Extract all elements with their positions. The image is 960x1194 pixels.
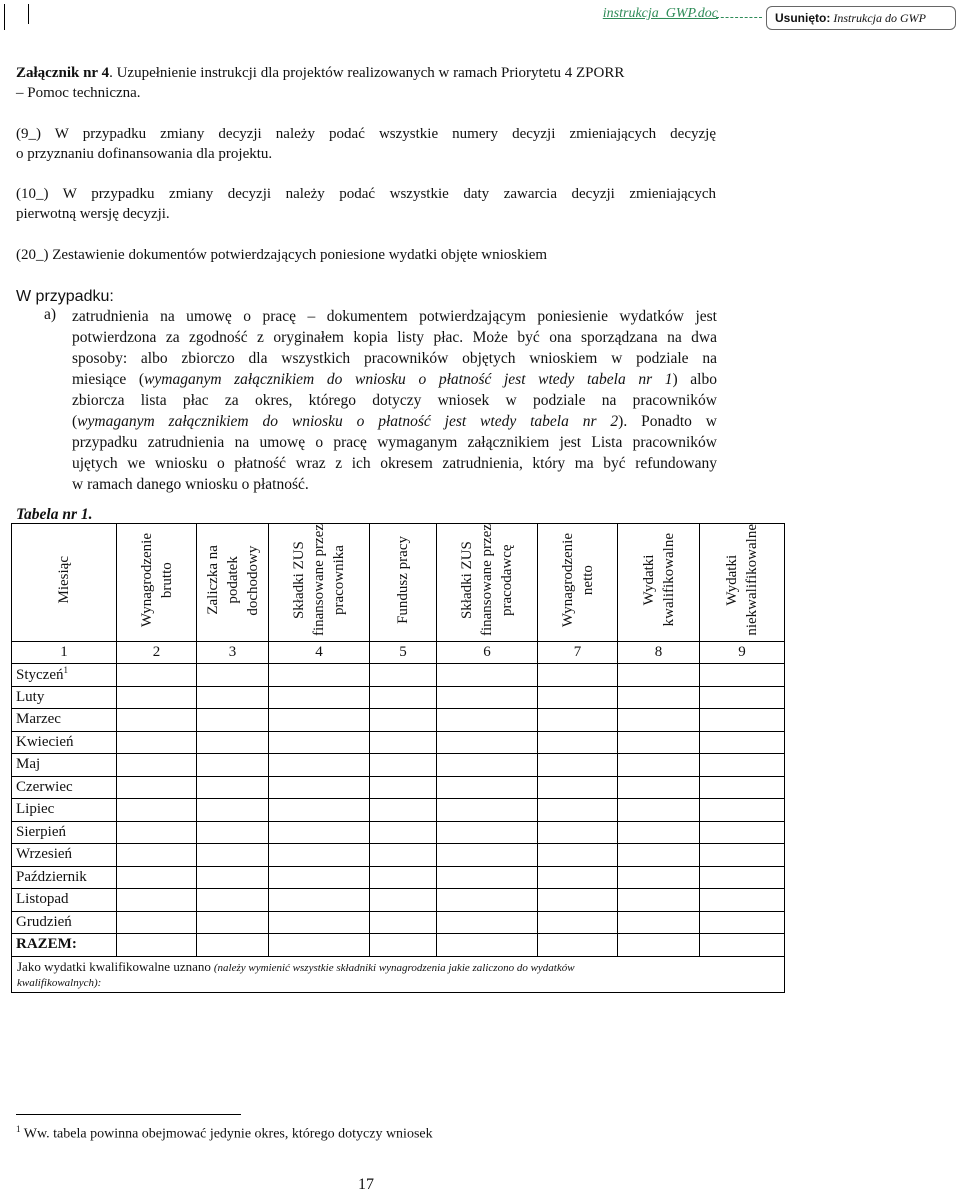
header-text: niekwalifikowalne bbox=[744, 524, 760, 636]
table-cell[interactable] bbox=[197, 866, 269, 889]
header-cell bbox=[370, 524, 437, 642]
table-cell[interactable] bbox=[269, 776, 370, 799]
month-label bbox=[12, 889, 117, 912]
table-cell[interactable] bbox=[437, 911, 538, 934]
header-text: brutto bbox=[158, 561, 175, 598]
header-text: Zaliczka na podatek bbox=[204, 545, 241, 615]
item-a-line: przypadku zatrudnienia na umowę o pracę wymaganym załącznikiem jest Lista pracowników bbox=[72, 434, 717, 451]
table-cell[interactable] bbox=[437, 799, 538, 822]
table-row bbox=[12, 709, 785, 732]
table-cell[interactable] bbox=[618, 664, 700, 687]
header-cell bbox=[437, 524, 538, 642]
table-cell[interactable] bbox=[618, 709, 700, 732]
table-cell[interactable] bbox=[437, 664, 538, 687]
page-number: 17 bbox=[358, 1176, 374, 1193]
item-a-line bbox=[72, 411, 717, 432]
table-cell[interactable] bbox=[117, 889, 197, 912]
header-text: netto bbox=[579, 564, 596, 595]
column-number: 6 bbox=[437, 641, 538, 664]
table-cell[interactable] bbox=[618, 889, 700, 912]
annex-heading bbox=[16, 63, 716, 103]
table-row bbox=[12, 844, 785, 867]
item-a-line: w ramach danego wniosku o płatność. bbox=[72, 476, 309, 493]
header-text: Składki ZUS bbox=[459, 540, 475, 619]
table-cell[interactable] bbox=[197, 709, 269, 732]
footnote-separator bbox=[16, 1114, 241, 1115]
table-cell[interactable] bbox=[117, 799, 197, 822]
deletion-balloon[interactable] bbox=[766, 6, 956, 30]
column-number: 1 bbox=[12, 641, 117, 664]
item-a-line: zbiorcza lista płac za okres, którego dotyczy wniosek w podziale na pracowników bbox=[72, 392, 717, 409]
table-cell[interactable] bbox=[538, 776, 618, 799]
month-label bbox=[12, 776, 117, 799]
footnote-mark: 1 bbox=[16, 1124, 21, 1134]
table-cell[interactable] bbox=[437, 934, 538, 957]
footnote-ref[interactable]: 1 bbox=[63, 665, 68, 676]
item-a-line: zatrudnienia na umowę o pracę – dokumentem potwierdzającym poniesienie wydatków jest bbox=[72, 308, 717, 325]
footer-italic: kwalifikowalnych): bbox=[17, 976, 102, 989]
annex-subtitle: – Pomoc techniczna. bbox=[16, 85, 141, 101]
footnote-text: Ww. tabela powinna obejmować jedynie okres, którego dotyczy wniosek bbox=[23, 1126, 433, 1142]
month-label bbox=[12, 754, 117, 777]
table-cell[interactable] bbox=[370, 799, 437, 822]
table-cell[interactable] bbox=[117, 866, 197, 889]
table-cell[interactable] bbox=[370, 776, 437, 799]
item-a-marker: a) bbox=[44, 306, 57, 323]
month-label bbox=[12, 664, 117, 687]
table-cell[interactable] bbox=[538, 754, 618, 777]
table-cell[interactable] bbox=[437, 776, 538, 799]
note-10 bbox=[16, 184, 716, 224]
table-footer-cell[interactable] bbox=[12, 956, 785, 992]
table-cell[interactable] bbox=[117, 686, 197, 709]
table-row bbox=[12, 911, 785, 934]
table-cell[interactable] bbox=[437, 889, 538, 912]
footer-text: Jako wydatki kwalifikowalne uznano bbox=[17, 958, 211, 974]
month-label bbox=[12, 686, 117, 709]
table-cell[interactable] bbox=[437, 844, 538, 867]
table-cell[interactable] bbox=[700, 799, 785, 822]
header-cell bbox=[538, 524, 618, 642]
table-cell[interactable] bbox=[700, 754, 785, 777]
table-cell[interactable] bbox=[117, 776, 197, 799]
table-cell[interactable] bbox=[370, 866, 437, 889]
table-row bbox=[12, 889, 785, 912]
note-20-heading-text: (20_) Zestawienie dokumentów potwierdzających poniesione wydatki objęte wnioskiem bbox=[16, 247, 548, 263]
table-cell[interactable] bbox=[117, 821, 197, 844]
table-cell[interactable] bbox=[437, 731, 538, 754]
table-cell[interactable] bbox=[538, 709, 618, 732]
table-cell[interactable] bbox=[437, 686, 538, 709]
margin-bar-short bbox=[28, 4, 29, 24]
total-row bbox=[12, 934, 785, 957]
table-cell[interactable] bbox=[618, 866, 700, 889]
table-cell[interactable] bbox=[197, 821, 269, 844]
table-cell[interactable] bbox=[618, 731, 700, 754]
table-cell[interactable] bbox=[538, 821, 618, 844]
table-cell[interactable] bbox=[197, 776, 269, 799]
table-cell[interactable] bbox=[618, 911, 700, 934]
month-label bbox=[12, 866, 117, 889]
text-run: ( bbox=[72, 413, 78, 430]
table-cell[interactable] bbox=[370, 934, 437, 957]
table-cell[interactable] bbox=[117, 731, 197, 754]
table-cell[interactable] bbox=[700, 686, 785, 709]
header-text: kwalifikowalne bbox=[660, 533, 677, 627]
table-cell[interactable] bbox=[197, 934, 269, 957]
table-cell[interactable] bbox=[269, 866, 370, 889]
table-cell[interactable] bbox=[117, 844, 197, 867]
table-cell[interactable] bbox=[700, 664, 785, 687]
column-number: 5 bbox=[370, 641, 437, 664]
table-cell[interactable] bbox=[370, 664, 437, 687]
table-cell[interactable] bbox=[437, 821, 538, 844]
table-cell[interactable] bbox=[117, 664, 197, 687]
table-row bbox=[12, 664, 785, 687]
table-row bbox=[12, 731, 785, 754]
month-text: Luty bbox=[16, 688, 45, 705]
table-cell[interactable] bbox=[197, 731, 269, 754]
payroll-table bbox=[11, 523, 785, 993]
note-9 bbox=[16, 124, 716, 164]
month-label bbox=[12, 821, 117, 844]
column-number: 2 bbox=[117, 641, 197, 664]
footer-italic: (należy wymienić wszystkie składniki wynagrodzenia jakie zaliczono do wydatków bbox=[213, 961, 575, 974]
header-text: finansowane przez bbox=[479, 523, 495, 636]
table-cell[interactable] bbox=[269, 889, 370, 912]
table-cell[interactable] bbox=[370, 844, 437, 867]
header-cell bbox=[618, 524, 700, 642]
table-cell[interactable] bbox=[437, 754, 538, 777]
table-row bbox=[12, 866, 785, 889]
month-label bbox=[12, 731, 117, 754]
table-cell[interactable] bbox=[269, 686, 370, 709]
month-text: Styczeń bbox=[16, 667, 64, 684]
annex-title: . Uzupełnienie instrukcji dla projektów realizowanych w ramach Priorytetu 4 ZPORR bbox=[109, 65, 625, 81]
note-20-heading bbox=[16, 245, 716, 265]
table-cell[interactable] bbox=[538, 911, 618, 934]
table-cell[interactable] bbox=[269, 664, 370, 687]
month-text: Wrzesień bbox=[16, 846, 73, 863]
month-label bbox=[12, 844, 117, 867]
month-label bbox=[12, 799, 117, 822]
margin-bar bbox=[4, 4, 5, 30]
header-text: Miesiąc bbox=[56, 556, 72, 604]
header-cell bbox=[269, 524, 370, 642]
table-cell[interactable] bbox=[370, 911, 437, 934]
header-cell bbox=[700, 524, 785, 642]
month-text: Październik bbox=[16, 868, 87, 885]
header-text: Wynagrodzenie bbox=[559, 532, 576, 627]
table-cell[interactable] bbox=[197, 799, 269, 822]
month-label bbox=[12, 911, 117, 934]
table-cell[interactable] bbox=[538, 889, 618, 912]
table-cell[interactable] bbox=[117, 709, 197, 732]
table-cell[interactable] bbox=[370, 754, 437, 777]
table-cell[interactable] bbox=[269, 799, 370, 822]
table-cell[interactable] bbox=[437, 866, 538, 889]
table-cell[interactable] bbox=[700, 821, 785, 844]
table-row bbox=[12, 821, 785, 844]
table-footer-row bbox=[12, 956, 785, 992]
total-label: RAZEM: bbox=[12, 934, 117, 957]
month-rows bbox=[12, 664, 785, 934]
table-cell[interactable] bbox=[700, 911, 785, 934]
table-cell[interactable] bbox=[370, 709, 437, 732]
table-cell[interactable] bbox=[700, 889, 785, 912]
header-cell bbox=[12, 524, 117, 642]
table-cell[interactable] bbox=[618, 844, 700, 867]
header-text: Składki ZUS bbox=[291, 540, 307, 619]
table-cell[interactable] bbox=[538, 686, 618, 709]
table-cell[interactable] bbox=[197, 889, 269, 912]
header-text: Wynagrodzenie bbox=[138, 532, 155, 627]
table-cell[interactable] bbox=[197, 686, 269, 709]
table-cell[interactable] bbox=[538, 664, 618, 687]
comment-connector bbox=[716, 17, 762, 18]
table-cell[interactable] bbox=[700, 709, 785, 732]
item-a-line: sposoby: albo zbiorczo dla wszystkich pracowników objętych wnioskiem w podziale na bbox=[72, 350, 717, 367]
note-10-line-1: (10_) W przypadku zmiany decyzji należy podać wszystkie daty zawarcia decyzji zmieniających bbox=[16, 186, 716, 202]
table-cell[interactable] bbox=[700, 731, 785, 754]
table-cell[interactable] bbox=[618, 821, 700, 844]
note-9-line-2: o przyznaniu dofinansowania dla projektu. bbox=[16, 146, 273, 162]
table-cell[interactable] bbox=[538, 844, 618, 867]
tracked-file-link[interactable]: instrukcja_GWP.doc bbox=[602, 6, 718, 21]
month-text: Maj bbox=[16, 756, 41, 773]
note-9-line-1: (9_) W przypadku zmiany decyzji należy podać wszystkie numery decyzji zmieniających decyzję bbox=[16, 126, 716, 142]
table-cell[interactable] bbox=[197, 911, 269, 934]
table-cell[interactable] bbox=[269, 754, 370, 777]
month-text: Czerwiec bbox=[16, 778, 73, 795]
table-cell[interactable] bbox=[197, 844, 269, 867]
header-text: Wydatki bbox=[724, 554, 740, 606]
table-cell[interactable] bbox=[370, 731, 437, 754]
month-text: Kwiecień bbox=[16, 733, 74, 750]
footnote bbox=[16, 1124, 433, 1143]
column-number: 9 bbox=[700, 641, 785, 664]
month-text: Listopad bbox=[16, 891, 69, 908]
month-label bbox=[12, 709, 117, 732]
table-row bbox=[12, 776, 785, 799]
table-cell[interactable] bbox=[538, 866, 618, 889]
table-cell[interactable] bbox=[700, 844, 785, 867]
item-a-line: ujętych we wniosku o płatność wraz z ich okresem zatrudnienia, który ma być refundowany bbox=[72, 455, 717, 472]
table-cell[interactable] bbox=[117, 754, 197, 777]
deleted-label: Usunięto: bbox=[775, 11, 831, 25]
table-cell[interactable] bbox=[700, 934, 785, 957]
table-cell[interactable] bbox=[538, 731, 618, 754]
table-cell[interactable] bbox=[117, 934, 197, 957]
table-cell[interactable] bbox=[700, 776, 785, 799]
table-header-row bbox=[12, 524, 785, 642]
italic-run: wymaganym załącznikiem do wniosku o płatność jest wtedy tabela nr 2 bbox=[77, 413, 619, 430]
text-run: ) albo bbox=[672, 371, 717, 388]
table-cell[interactable] bbox=[700, 866, 785, 889]
table-cell[interactable] bbox=[269, 911, 370, 934]
month-text: Grudzień bbox=[16, 913, 72, 930]
column-number: 3 bbox=[197, 641, 269, 664]
header-text: Wydatki bbox=[640, 554, 657, 606]
header-text: pracodawcę bbox=[499, 544, 515, 616]
header-text: Fundusz pracy bbox=[395, 535, 411, 624]
column-number: 7 bbox=[538, 641, 618, 664]
table-cell[interactable] bbox=[618, 776, 700, 799]
table-cell[interactable] bbox=[197, 754, 269, 777]
table-cell[interactable] bbox=[269, 821, 370, 844]
table-row bbox=[12, 799, 785, 822]
header-text: pracownika bbox=[331, 544, 347, 615]
month-text: Marzec bbox=[16, 711, 61, 728]
table-cell[interactable] bbox=[538, 934, 618, 957]
table-cell[interactable] bbox=[269, 731, 370, 754]
column-number-row bbox=[12, 641, 785, 664]
note-10-line-2: pierwotną wersję decyzji. bbox=[16, 206, 170, 222]
table-cell[interactable] bbox=[618, 754, 700, 777]
text-run: ). Ponadto w bbox=[618, 413, 717, 430]
item-a-line: potwierdzona za zgodność z oryginałem kopia listy płac. Może być ona sporządzana na dwa bbox=[72, 329, 717, 346]
table-cell[interactable] bbox=[618, 686, 700, 709]
text-run: miesiące ( bbox=[72, 371, 145, 388]
table-row bbox=[12, 754, 785, 777]
table-cell[interactable] bbox=[370, 821, 437, 844]
header-text: finansowane przez bbox=[311, 523, 327, 636]
table-cell[interactable] bbox=[437, 709, 538, 732]
header-text: dochodowy bbox=[244, 544, 261, 615]
case-intro: W przypadku: bbox=[16, 288, 114, 305]
italic-run: wymaganym załącznikiem do wniosku o płatność jest wtedy tabela nr 1 bbox=[144, 371, 673, 388]
table-row bbox=[12, 686, 785, 709]
table-cell[interactable] bbox=[269, 844, 370, 867]
column-number: 8 bbox=[618, 641, 700, 664]
table-cell[interactable] bbox=[269, 709, 370, 732]
table-cell[interactable] bbox=[618, 799, 700, 822]
header-cell bbox=[117, 524, 197, 642]
table-cell[interactable] bbox=[538, 799, 618, 822]
table-cell[interactable] bbox=[117, 911, 197, 934]
table-cell[interactable] bbox=[618, 934, 700, 957]
month-text: Sierpień bbox=[16, 823, 66, 840]
table-cell[interactable] bbox=[370, 889, 437, 912]
item-a-text bbox=[72, 306, 717, 495]
column-number: 4 bbox=[269, 641, 370, 664]
month-text: Lipiec bbox=[16, 801, 55, 818]
table-caption: Tabela nr 1. bbox=[16, 506, 93, 523]
annex-label: Załącznik nr 4 bbox=[16, 65, 110, 81]
header-cell bbox=[197, 524, 269, 642]
item-a-line bbox=[72, 369, 717, 390]
table-cell[interactable] bbox=[197, 664, 269, 687]
table-cell[interactable] bbox=[269, 934, 370, 957]
deleted-text: Instrukcja do GWP bbox=[833, 11, 926, 25]
table-cell[interactable] bbox=[370, 686, 437, 709]
